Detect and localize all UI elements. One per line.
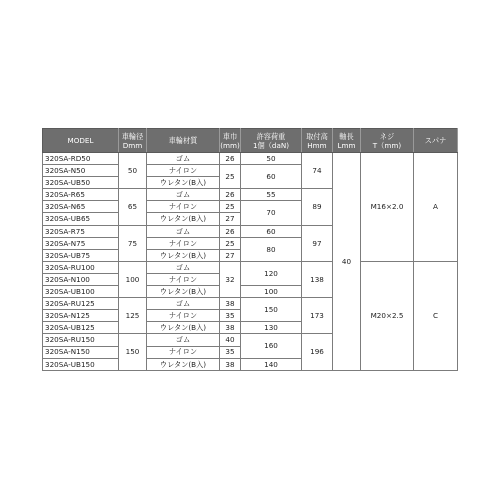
header-wheel-diameter-line1: 車輪径 [121, 131, 144, 141]
height-cell: 173 [302, 298, 333, 334]
header-height-line1: 取付高 [306, 131, 328, 141]
width-cell: 38 [220, 298, 241, 310]
material-cell: ナイロン [147, 237, 220, 249]
spanner-cell: C [414, 261, 458, 370]
header-model: MODEL [43, 129, 119, 153]
model-cell: 320SA-N50 [43, 165, 119, 177]
header-screw [361, 129, 414, 153]
header-axle [333, 129, 361, 153]
material-cell: ウレタン(B入) [147, 286, 220, 298]
model-cell: 320SA-R75 [43, 225, 119, 237]
header-height-line2: Hmm [307, 140, 327, 150]
width-cell: 35 [220, 310, 241, 322]
table-row [43, 261, 458, 273]
model-cell: 320SA-RU100 [43, 261, 119, 273]
header-spanner: スパナ [414, 129, 458, 153]
wheel-diameter-cell: 100 [119, 261, 147, 297]
header-row [43, 129, 458, 153]
load-cell: 60 [241, 165, 302, 189]
material-cell: ウレタン(B入) [147, 358, 220, 370]
header-load-line2: 1個（daN) [252, 140, 290, 150]
load-cell: 130 [241, 322, 302, 334]
wheel-diameter-cell: 75 [119, 225, 147, 261]
width-cell: 32 [220, 261, 241, 297]
width-cell: 25 [220, 201, 241, 213]
height-cell: 138 [302, 261, 333, 297]
model-cell: 320SA-N75 [43, 237, 119, 249]
header-material: 車輪材質 [147, 129, 220, 153]
load-cell: 150 [241, 298, 302, 322]
model-cell: 320SA-UB75 [43, 249, 119, 261]
material-cell: ナイロン [147, 346, 220, 358]
header-width [220, 129, 241, 153]
wheel-diameter-cell: 65 [119, 189, 147, 225]
model-cell: 320SA-N125 [43, 310, 119, 322]
width-cell: 25 [220, 237, 241, 249]
material-cell: ゴム [147, 189, 220, 201]
header-screw-line1: ネジ [379, 131, 395, 141]
width-cell: 26 [220, 189, 241, 201]
header-width-line2: (mm) [220, 140, 240, 150]
load-cell: 50 [241, 153, 302, 165]
axle-cell: 40 [333, 153, 361, 371]
width-cell: 25 [220, 165, 241, 189]
screw-cell: M20×2.5 [361, 261, 414, 370]
header-axle-line1: 軸長 [339, 131, 354, 141]
width-cell: 40 [220, 334, 241, 346]
model-cell: 320SA-RU125 [43, 298, 119, 310]
spanner-cell: A [414, 153, 458, 262]
model-cell: 320SA-N100 [43, 273, 119, 285]
load-cell: 70 [241, 201, 302, 225]
width-cell: 38 [220, 322, 241, 334]
load-cell: 120 [241, 261, 302, 285]
material-cell: ナイロン [147, 273, 220, 285]
screw-cell: M16×2.0 [361, 153, 414, 262]
material-cell: ゴム [147, 334, 220, 346]
header-wheel-diameter-line2: Dmm [122, 140, 143, 150]
header-axle-line2: Lmm [337, 140, 356, 150]
material-cell: ウレタン(B入) [147, 322, 220, 334]
load-cell: 60 [241, 225, 302, 237]
material-cell: ウレタン(B入) [147, 177, 220, 189]
material-cell: ナイロン [147, 165, 220, 177]
width-cell: 27 [220, 249, 241, 261]
height-cell: 89 [302, 189, 333, 225]
header-load-line1: 許容荷重 [256, 131, 286, 141]
material-cell: ゴム [147, 225, 220, 237]
width-cell: 27 [220, 213, 241, 225]
load-cell: 55 [241, 189, 302, 201]
material-cell: ゴム [147, 298, 220, 310]
load-cell: 140 [241, 358, 302, 370]
model-cell: 320SA-UB100 [43, 286, 119, 298]
model-cell: 320SA-RD50 [43, 153, 119, 165]
material-cell: ナイロン [147, 310, 220, 322]
load-cell: 80 [241, 237, 302, 261]
width-cell: 26 [220, 225, 241, 237]
width-cell: 35 [220, 346, 241, 358]
material-cell: ナイロン [147, 201, 220, 213]
header-height [302, 129, 333, 153]
header-width-line1: 車巾 [222, 131, 238, 141]
header-wheel-diameter [119, 129, 147, 153]
table-row [43, 153, 458, 165]
height-cell: 97 [302, 225, 333, 261]
model-cell: 320SA-UB50 [43, 177, 119, 189]
width-cell: 26 [220, 153, 241, 165]
model-cell: 320SA-N65 [43, 201, 119, 213]
model-cell: 320SA-UB125 [43, 322, 119, 334]
width-cell: 38 [220, 358, 241, 370]
material-cell: ゴム [147, 153, 220, 165]
header-load [241, 129, 302, 153]
material-cell: ウレタン(B入) [147, 213, 220, 225]
height-cell: 74 [302, 153, 333, 189]
model-cell: 320SA-RU150 [43, 334, 119, 346]
load-cell: 160 [241, 334, 302, 358]
material-cell: ゴム [147, 261, 220, 273]
model-cell: 320SA-R65 [43, 189, 119, 201]
model-cell: 320SA-N150 [43, 346, 119, 358]
material-cell: ウレタン(B入) [147, 249, 220, 261]
wheel-diameter-cell: 50 [119, 153, 147, 189]
wheel-diameter-cell: 150 [119, 334, 147, 370]
model-cell: 320SA-UB150 [43, 358, 119, 370]
model-cell: 320SA-UB65 [43, 213, 119, 225]
height-cell: 196 [302, 334, 333, 370]
load-cell: 100 [241, 286, 302, 298]
wheel-diameter-cell: 125 [119, 298, 147, 334]
header-screw-line2: T（mm) [372, 140, 402, 150]
spec-table [42, 128, 458, 371]
